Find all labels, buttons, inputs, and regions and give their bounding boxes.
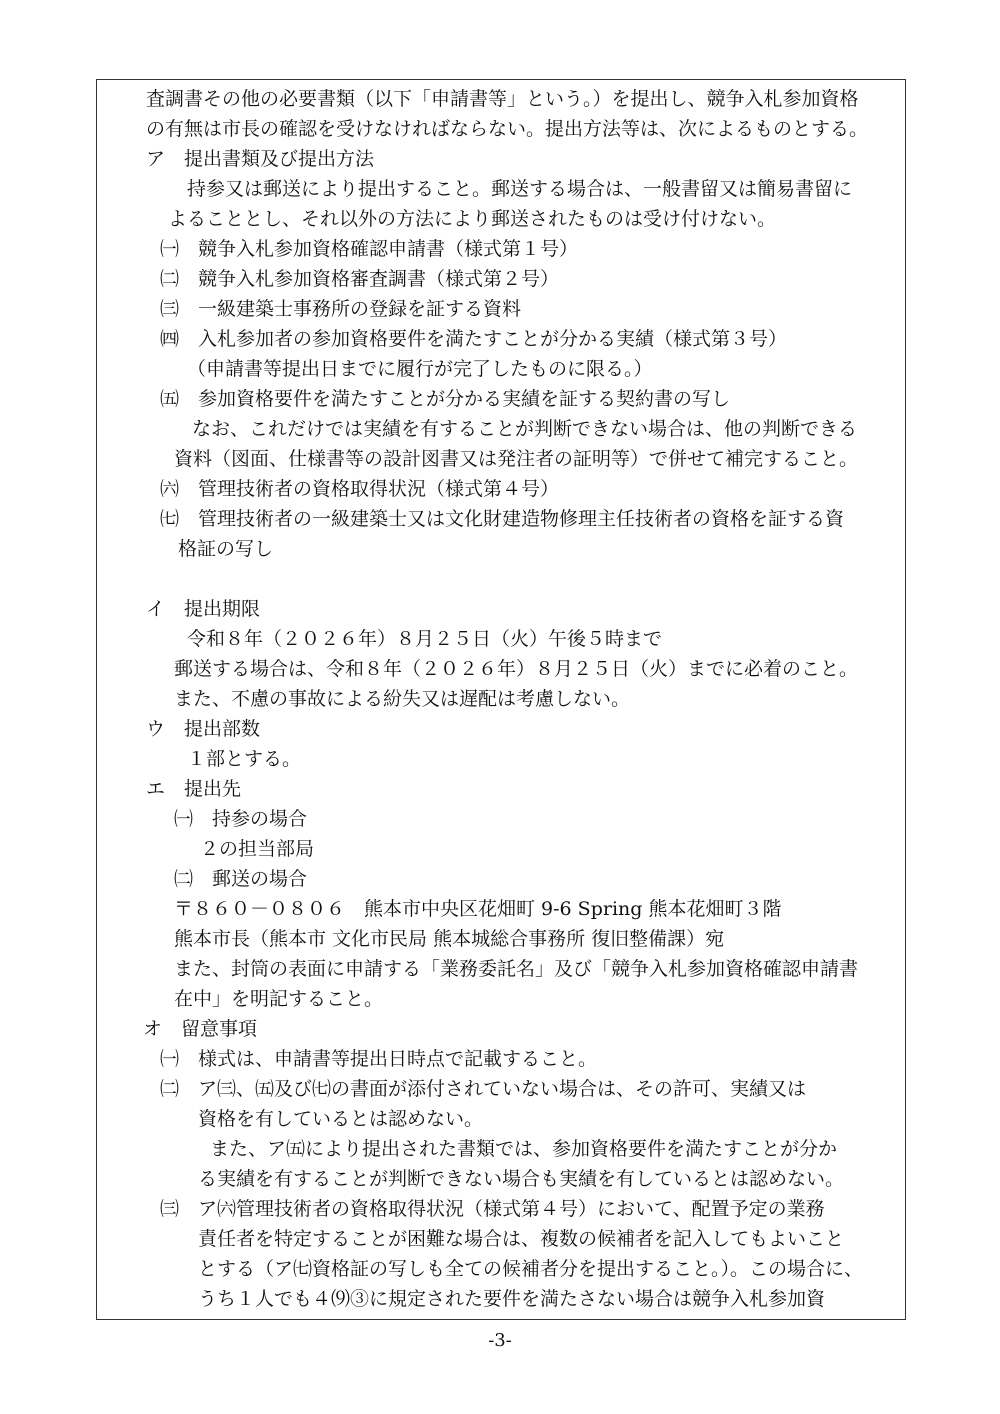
list-item: ㈡ ア㈢、㈤及び㈦の書面が添付されていない場合は、その許可、実績又は — [160, 1078, 807, 1100]
text-line: また、封筒の表面に申請する「業務委託名」及び「競争入札参加資格確認申請書 — [174, 958, 859, 980]
section-heading-e: エ 提出先 — [146, 778, 242, 800]
list-item: ㈡ 郵送の場合 — [174, 868, 308, 890]
text-line: （申請書等提出日までに履行が完了したものに限る。） — [187, 358, 653, 380]
list-item: ㈣ 入札参加者の参加資格要件を満たすことが分かる実績（様式第３号） — [160, 328, 788, 350]
text-line: 郵送する場合は、令和８年（２０２６年）８月２５日（火）までに必着のこと。 — [174, 658, 859, 680]
text-line: の有無は市長の確認を受けなければならない。提出方法等は、次によるものとする。 — [146, 118, 869, 140]
addressee: 熊本市長（熊本市 文化市民局 熊本城総合事務所 復旧整備課）宛 — [174, 928, 725, 950]
postal-address: 〒８６０－０８０６ 熊本市中央区花畑町 9-6 Spring 熊本花畑町３階 — [174, 898, 782, 920]
text-line: １部とする。 — [187, 748, 302, 770]
text-line: 在中」を明記すること。 — [174, 988, 384, 1010]
text-line: また、不慮の事故による紛失又は遅配は考慮しない。 — [174, 688, 631, 710]
text-line: なお、これだけでは実績を有することが判断できない場合は、他の判断できる — [192, 418, 858, 440]
text-line: うち１人でも４⑼③に規定された要件を満たさない場合は競争入札参加資 — [198, 1288, 826, 1310]
list-item: ㈥ 管理技術者の資格取得状況（様式第４号） — [160, 478, 560, 500]
list-item: ㈡ 競争入札参加資格審査調書（様式第２号） — [160, 268, 560, 290]
text-line: 資料（図面、仕様書等の設計図書又は発注者の証明等）で併せて補完すること。 — [174, 448, 859, 470]
text-line: 令和８年（２０２６年）８月２５日（火）午後５時まで — [187, 628, 663, 650]
section-heading-u: ウ 提出部数 — [146, 718, 261, 740]
text-line: また、ア㈤により提出された書類では、参加資格要件を満たすことが分か — [210, 1138, 838, 1160]
list-item: ㈢ 一級建築士事務所の登録を証する資料 — [160, 298, 522, 320]
section-heading-a: ア 提出書類及び提出方法 — [146, 148, 375, 170]
list-item: ㈢ ア㈥管理技術者の資格取得状況（様式第４号）において、配置予定の業務 — [160, 1198, 825, 1220]
text-line: 資格を有しているとは認めない。 — [198, 1108, 484, 1130]
list-item: ㈤ 参加資格要件を満たすことが分かる実績を証する契約書の写し — [160, 388, 731, 410]
list-item: ㈠ 競争入札参加資格確認申請書（様式第１号） — [160, 238, 579, 260]
text-line: 持参又は郵送により提出すること。郵送する場合は、一般書留又は簡易書留に — [187, 178, 853, 200]
list-item: ㈠ 様式は、申請書等提出日時点で記載すること。 — [160, 1048, 598, 1070]
text-line: 責任者を特定することが困難な場合は、複数の候補者を記入してもよいこと — [198, 1228, 845, 1250]
list-item: ㈦ 管理技術者の一級建築士又は文化財建造物修理主任技術者の資格を証する資 — [160, 508, 845, 530]
text-line: よることとし、それ以外の方法により郵送されたものは受け付けない。 — [168, 208, 777, 230]
list-item: ㈠ 持参の場合 — [174, 808, 308, 830]
text-line: 格証の写し — [178, 538, 274, 560]
page-number: -3- — [488, 1330, 512, 1351]
text-line: る実績を有することが判断できない場合も実績を有しているとは認めない。 — [198, 1168, 845, 1190]
text-line: とする（ア㈦資格証の写しも全ての候補者分を提出すること。）。この場合に、 — [198, 1258, 864, 1280]
section-heading-i: イ 提出期限 — [146, 598, 261, 620]
text-line: ２の担当部局 — [200, 838, 315, 860]
text-line: 査調書その他の必要書類（以下「申請書等」という。）を提出し、競争入札参加資格 — [146, 88, 859, 110]
section-heading-o: オ 留意事項 — [143, 1018, 258, 1040]
